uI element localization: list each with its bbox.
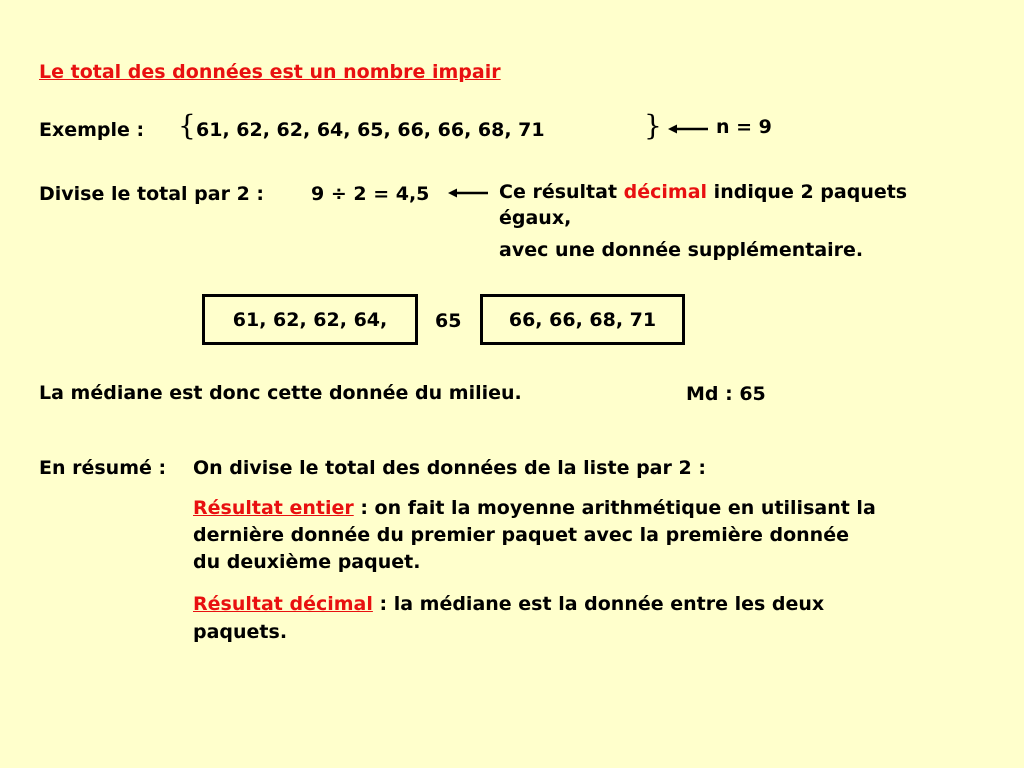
example-label: Exemple : xyxy=(39,119,145,141)
middle-value: 65 xyxy=(435,310,462,332)
arrow-left-icon xyxy=(448,187,488,199)
entier-line1 xyxy=(193,497,876,519)
summary-intro: On divise le total des données de la liste par 2 : xyxy=(193,457,706,479)
result-note-line1 xyxy=(499,181,907,203)
decimal-line1 xyxy=(193,593,824,615)
n-count: n = 9 xyxy=(716,116,772,138)
open-brace: { xyxy=(178,109,196,142)
decimal-label: Résultat décimal xyxy=(193,593,373,615)
entier-line2: dernière donnée du premier paquet avec la première donnée xyxy=(193,524,849,546)
decimal-text1: : la médiane est la donnée entre les deux xyxy=(372,593,825,615)
summary-label: En résumé : xyxy=(39,457,167,479)
result-note-line3: avec une donnée supplémentaire. xyxy=(499,239,864,261)
entier-line3: du deuxième paquet. xyxy=(193,551,421,573)
median-value: Md : 65 xyxy=(686,383,766,405)
close-brace: } xyxy=(644,109,662,142)
divide-label: Divise le total par 2 : xyxy=(39,183,265,205)
right-packet-box xyxy=(480,294,685,345)
result-note-line2: égaux, xyxy=(499,207,572,229)
left-packet-box xyxy=(202,294,418,345)
page-title: Le total des données est un nombre impair xyxy=(39,61,501,83)
arrow-left-icon xyxy=(668,123,708,135)
result-note-part2: indique 2 paquets xyxy=(707,181,908,203)
left-packet-values: 61, 62, 62, 64, xyxy=(232,308,388,331)
median-sentence: La médiane est donc cette donnée du milieu. xyxy=(39,382,522,404)
result-note-part1: Ce résultat xyxy=(499,181,624,203)
example-values: 61, 62, 62, 64, 65, 66, 66, 68, 71 xyxy=(196,119,545,141)
divide-computation: 9 ÷ 2 = 4,5 xyxy=(311,183,430,205)
decimal-line2: paquets. xyxy=(193,621,288,643)
result-note-highlight: décimal xyxy=(623,181,708,203)
entier-text1: : on fait la moyenne arithmétique en utilisant la xyxy=(353,497,876,519)
entier-label: Résultat entier xyxy=(193,497,354,519)
right-packet-values: 66, 66, 68, 71 xyxy=(508,308,657,331)
